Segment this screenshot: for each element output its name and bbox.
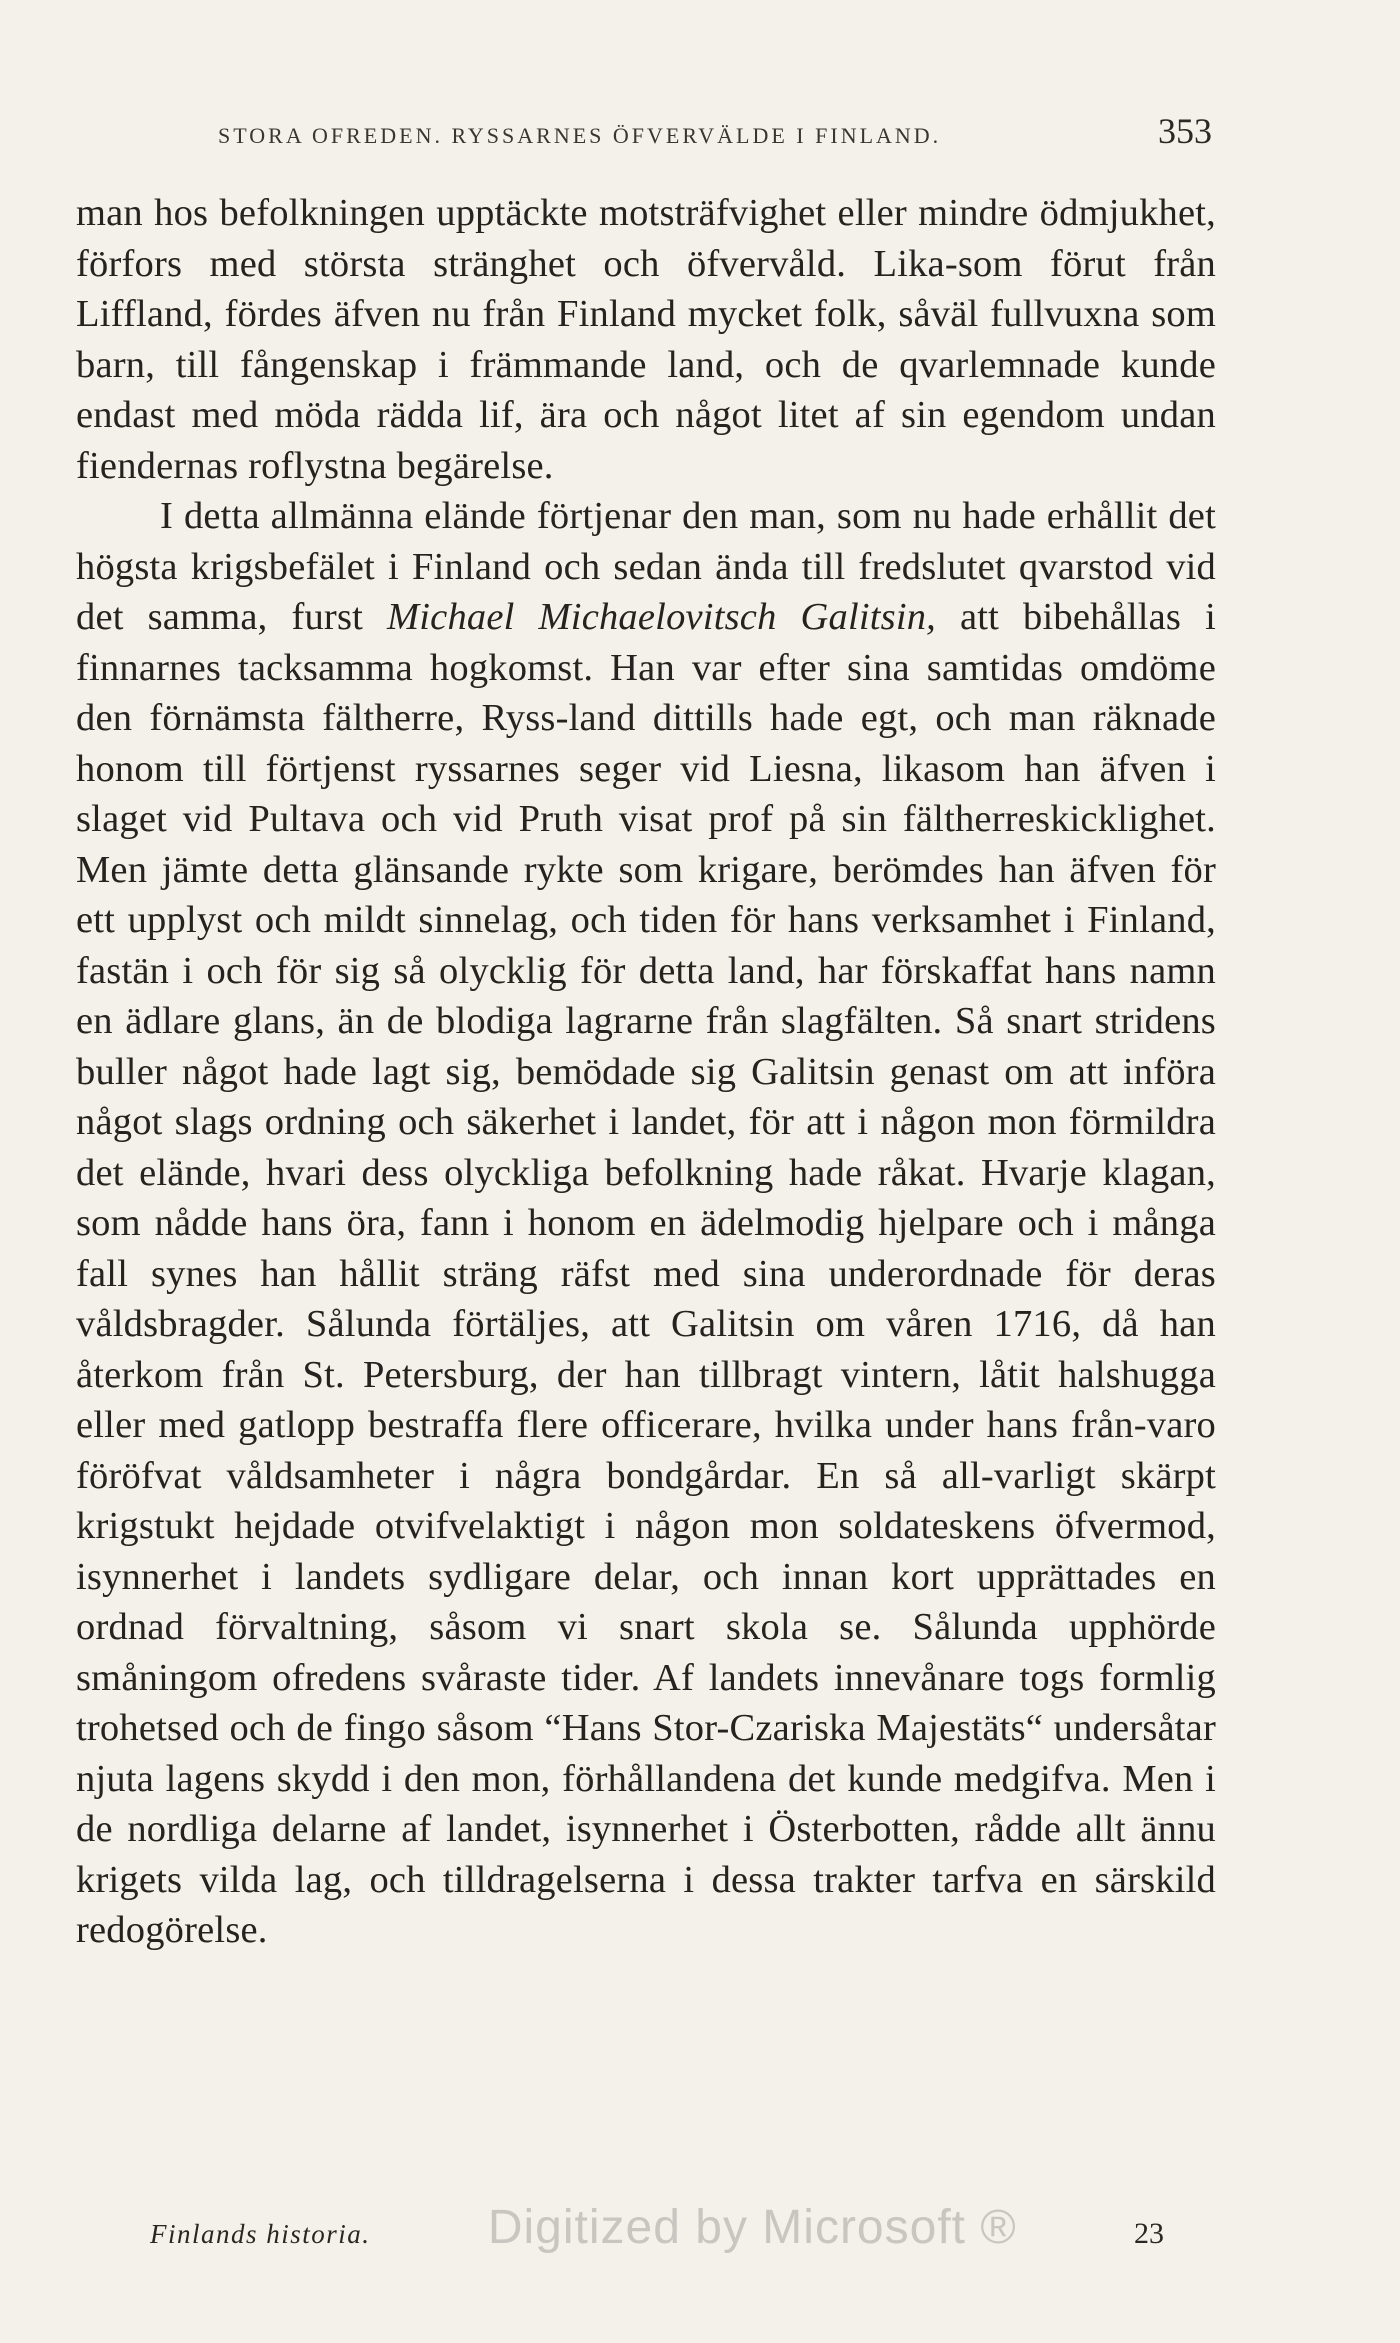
running-head: STORA OFREDEN. RYSSARNES ÖFVERVÄLDE I FINLAND. [218,123,942,148]
paragraph-1: man hos befolkningen upptäckte motsträfvighet eller mindre ödmjukhet, förfors med största stränghet och öfvervåld. Lika-som förut från Liffland, fördes äfven nu från Finland mycket folk, såväl fullvuxna som barn, till fångenskap i främmande land, och de qvarlemnade kunde endast med möda rädda lif, ära och något litet af sin egendom undan fiendernas roflystna begärelse. [76,192,1216,487]
page-number: 353 [1158,111,1212,151]
paragraph-2-opening: I detta allmänna elände förtjenar den man, som nu hade erhållit det högsta krigsbefälet i Finland och sedan ända till fredslutet qvarstod vid det samma, furst [76,495,1216,638]
book-title: Finlands historia. [150,2219,371,2249]
signature-mark: 23 [1134,2217,1164,2250]
person-name: Michael Michaelovitsch Galitsin, [387,596,936,638]
digitization-watermark: Digitized by Microsoft ® [487,2201,1017,2254]
paragraph-2 [76,491,1216,1956]
page-footer [150,2200,1164,2260]
paragraph-2-continuation: att bibehållas i finnarnes tacksamma hogkomst. Han var efter sina samtidas omdöme den förnämsta fältherre, Ryss-land dittills hade egt, och man räknade honom till förtjenst ryssarnes seger vid Liesna, likasom han äfven i slaget vid Pultava och vid Pruth visat prof på sin fältherreskicklighet. Men jämte detta glänsande rykte som krigare, berömdes han äfven för ett upplyst och mildt sinnelag, och tiden för hans verksamhet i Finland, fastän i och för sig så olycklig för detta land, har förskaffat hans namn en ädlare glans, än de blodiga lagrarne från slagfälten. Så snart stridens buller något hade lagt sig, bemödade sig Galitsin genast om att införa något slags ordning och säkerhet i landet, för att i någon mon förmildra det elände, hvari dess olyckliga befolkning hade råkat. Hvarje klagan, som nådde hans öra, fann i honom en ädelmodig hjelpare och i många fall synes han hållit sträng räfst med sina underordnade för deras våldsbragder. Sålunda förtäljes, att Galitsin om våren 1716, då han återkom från St. Petersburg, der han tillbragt vintern, låtit halshugga eller med gatlopp bestraffa flere officerare, hvilka under hans från-varo föröfvat våldsamheter i några bondgårdar. En så all-varligt skärpt krigstukt hejdade otvifvelaktigt i någon mon soldateskens öfvermod, isynnerhet i landets sydligare delar, och innan kort upprättades en ordnad förvaltning, såsom vi snart skola se. Sålunda upphörde småningom ofredens svåraste tider. Af landets innevånare togs formlig trohetsed och de fingo såsom “Hans Stor-Czariska Majestäts“ undersåtar njuta lagens skydd i den mon, förhållandena det kunde medgifva. Men i de nordliga delarne af landet, isynnerhet i Österbotten, rådde allt ännu krigets vilda lag, och tilldragelserna i dessa trakter tarfva en särskild redogörelse. [76,596,1216,1951]
body-text [76,188,1216,1956]
page-header [218,110,1212,160]
